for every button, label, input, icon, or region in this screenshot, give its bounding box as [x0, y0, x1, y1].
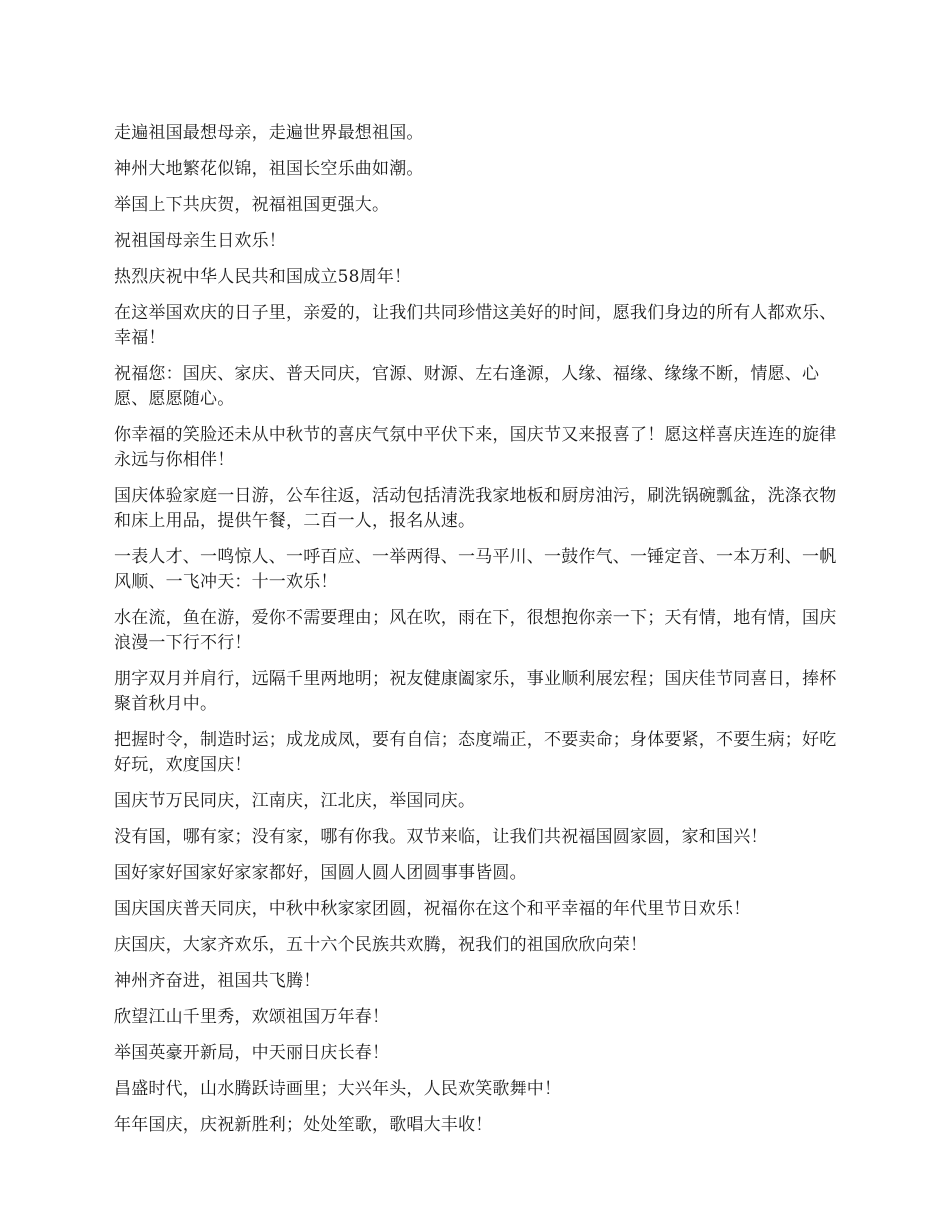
paragraph: 把握时令，制造时运；成龙成凤，要有自信；态度端正，不要卖命；身体要紧，不要生病；好吃好玩，欢度国庆！ — [114, 730, 837, 775]
paragraph: 举国英豪开新局，中天丽日庆长春！ — [114, 1043, 390, 1063]
paragraph: 国庆体验家庭一日游，公车往返，活动包括清洗我家地板和厨房油污，刷洗锅碗瓢盆，洗涤衣物和床上用品，提供午餐，二百一人，报名从速。 — [114, 486, 837, 531]
paragraph: 国庆国庆普天同庆，中秋中秋家家团圆，祝福你在这个和平幸福的年代里节日欢乐！ — [114, 899, 751, 919]
paragraph: 国好家好国家好家家都好，国圆人圆人团圆事事皆圆。 — [114, 863, 527, 883]
paragraph: 神州大地繁花似锦，祖国长空乐曲如潮。 — [114, 159, 424, 179]
paragraph: 祝祖国母亲生日欢乐！ — [114, 231, 286, 251]
paragraph: 昌盛时代，山水腾跃诗画里；大兴年头，人民欢笑歌舞中！ — [114, 1079, 562, 1099]
paragraph: 热烈庆祝中华人民共和国成立58周年！ — [114, 267, 412, 287]
paragraph: 庆国庆，大家齐欢乐，五十六个民族共欢腾，祝我们的祖国欣欣向荣！ — [114, 935, 648, 955]
document-body — [114, 121, 844, 1149]
paragraph: 你幸福的笑脸还未从中秋节的喜庆气氛中平伏下来，国庆节又来报喜了！愿这样喜庆连连的旋律永远与你相伴！ — [114, 425, 837, 470]
paragraph: 年年国庆，庆祝新胜利；处处笙歌，歌唱大丰收！ — [114, 1115, 493, 1135]
paragraph: 举国上下共庆贺，祝福祖国更强大。 — [114, 195, 390, 215]
paragraph: 走遍祖国最想母亲，走遍世界最想祖国。 — [114, 123, 424, 143]
paragraph: 国庆节万民同庆，江南庆，江北庆，举国同庆。 — [114, 791, 476, 811]
paragraph: 水在流，鱼在游，爱你不需要理由；风在吹，雨在下，很想抱你亲一下；天有情，地有情，国庆浪漫一下行不行！ — [114, 608, 837, 653]
paragraph: 一表人才、一鸣惊人、一呼百应、一举两得、一马平川、一鼓作气、一锤定音、一本万利、一帆风顺、一飞冲天：十一欢乐！ — [114, 547, 837, 592]
paragraph: 神州齐奋进，祖国共飞腾！ — [114, 971, 321, 991]
paragraph: 没有国，哪有家；没有家，哪有你我。双节来临，让我们共祝福国圆家圆，家和国兴！ — [114, 827, 768, 847]
paragraph: 祝福您：国庆、家庆、普天同庆，官源、财源、左右逢源，人缘、福缘、缘缘不断，情愿、心愿、愿愿随心。 — [114, 364, 820, 409]
paragraph: 朋字双月并肩行，远隔千里两地明；祝友健康阖家乐，事业顺利展宏程；国庆佳节同喜日，捧杯聚首秋月中。 — [114, 669, 837, 714]
paragraph: 欣望江山千里秀，欢颂祖国万年春！ — [114, 1007, 390, 1027]
paragraph: 在这举国欢庆的日子里，亲爱的，让我们共同珍惜这美好的时间，愿我们身边的所有人都欢乐、幸福！ — [114, 303, 837, 348]
